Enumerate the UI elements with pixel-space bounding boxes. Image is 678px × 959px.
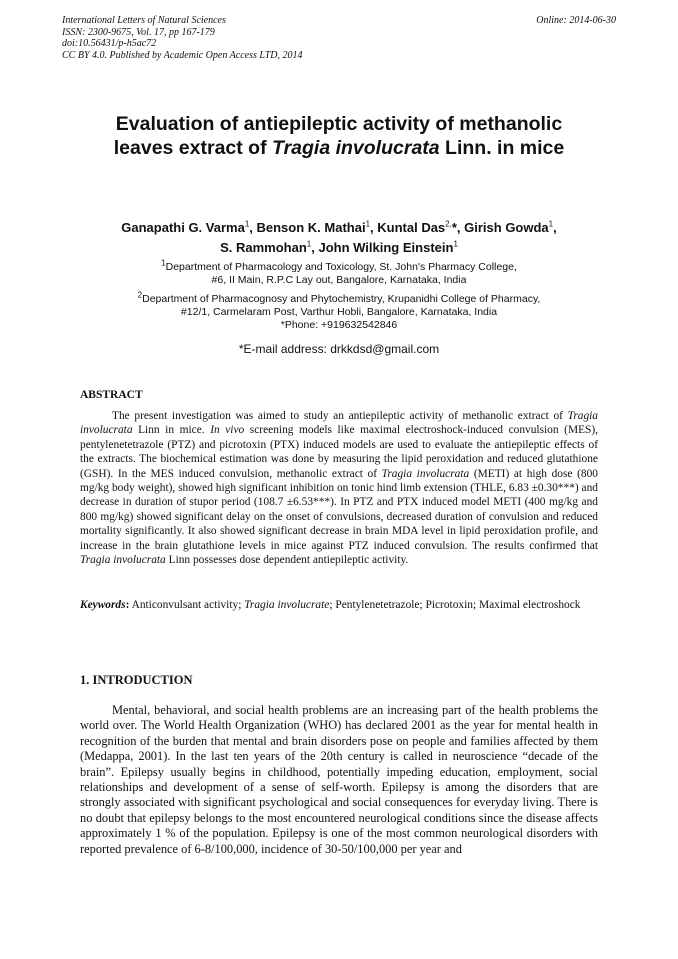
abstract-text: Linn in mice. <box>132 424 211 437</box>
abstract-text: (METI) at high dose (800 mg/kg body weight), showed high significant inhibition on tonic hind limb extension (THLE, 6.83 ±0.30***) and decrease in duration of stupor period (108.7 ±6.53***). In PTZ and PTX induced model METI (400 mg/kg and 800 mg/kg) showed significant delay on the onset of convulsions, decreased duration of convulsion and reduced mortality significantly. It also showed significant decrease in brain MDA level in lipid peroxidation profile, and increase in the brain glutathione levels in mice against PTZ induced convulsion. The results confirmed that <box>80 467 598 552</box>
journal-header <box>62 15 616 61</box>
introduction-heading: 1. INTRODUCTION <box>80 673 193 687</box>
author-name: Girish Gowda <box>464 220 549 235</box>
author-affiliation-mark: 1 <box>548 219 554 229</box>
introduction-body: Mental, behavioral, and social health problems are an increasing part of the health problems the world over. The World Health Organization (WHO) has declared 2001 as the year for mental health in recognition of the burden that mental and brain disorders pose on people and families affected by them (Medappa, 2001). In the last ten years of the 20th century is called in neuroscience “decade of the brain”. Epilepsy usually begins in childhood, potentially impeding education, employment, social relationships and development of a sense of self-worth. Epilepsy is among the disorders that are strongly associated with significant psychological and social consequences for everyday living. There is no doubt that epilepsy belongs to the most encountered neurological conditions since the disease affects approximately 1 % of the population. Epilepsy is one of the most common neurological disorders with reported prevalence of 6-8/100,000, incidence of 30-50/100,000 per year and <box>80 703 598 856</box>
affiliation-line <box>40 258 638 274</box>
author-affiliation-mark: 1 <box>365 219 371 229</box>
affiliation-2 <box>40 290 638 332</box>
keyword-text: ; Pentylenetetrazole; Picrotoxin; Maximal electroshock <box>329 599 581 611</box>
title-line-2 <box>40 136 638 160</box>
corresponding-phone: *Phone: +919632542846 <box>280 319 398 331</box>
author-affiliation-mark: 1 <box>306 239 312 249</box>
author-separator: , <box>553 220 557 235</box>
paper-title <box>40 112 638 160</box>
author-list <box>40 218 638 258</box>
keywords-colon: : <box>125 599 130 611</box>
italic-term: In vivo <box>210 424 245 437</box>
journal-license: CC BY 4.0. Published by Academic Open Access LTD, 2014 <box>62 49 303 61</box>
keywords <box>80 598 598 612</box>
author-separator: , <box>311 240 319 255</box>
author-name: S. Rammohan <box>220 240 307 255</box>
keywords-label: Keywords <box>80 599 126 611</box>
corresponding-email[interactable]: *E-mail address: drkkdsd@gmail.com <box>238 342 440 356</box>
journal-doi: doi:10.56431/p-h5ac72 <box>62 38 157 49</box>
affiliation-address: #12/1, Carmelaram Post, Varthur Hobli, Bangalore, Karnataka, India <box>180 306 498 318</box>
species-name: Tragia involucrata <box>80 554 166 567</box>
keyword-text: Anticonvulsant activity; <box>129 599 245 611</box>
affiliation-address: #6, II Main, R.P.C Lay out, Bangalore, Karnataka, India <box>211 274 467 286</box>
title-line-1: Evaluation of antiepileptic activity of methanolic <box>115 113 563 135</box>
author-affiliation-mark: 1 <box>244 219 250 229</box>
author-line-1 <box>40 218 638 238</box>
affiliation-mark: 1 <box>161 258 166 268</box>
species-name: Tragia involucrata <box>80 410 598 437</box>
author-name: Ganapathi G. Varma <box>121 220 245 235</box>
affiliation-mark: 2 <box>137 290 143 300</box>
online-date: Online: 2014-06-30 <box>536 15 616 26</box>
species-name: Tragia involucrata <box>381 467 470 480</box>
author-separator: , <box>249 220 257 235</box>
author-affiliation-mark: 1 <box>453 239 458 249</box>
author-separator: , <box>370 220 378 235</box>
title-text: leaves extract of <box>113 137 273 159</box>
title-text: Linn. in mice <box>439 137 565 159</box>
author-name: Benson K. Mathai <box>256 220 366 235</box>
affiliation-text: Department of Pharmacognosy and Phytochemistry, Krupanidhi College of Pharmacy, <box>142 293 541 305</box>
journal-issn: ISSN: 2300-9675, Vol. 17, pp 167-179 <box>62 26 215 38</box>
author-name: Kuntal Das <box>377 220 446 235</box>
affiliation-1 <box>40 258 638 287</box>
title-species: Tragia involucrata <box>272 137 440 159</box>
abstract-text: The present investigation was aimed to study an antiepileptic activity of methanolic extract of <box>112 410 568 422</box>
author-name: John Wilking Einstein <box>318 240 454 255</box>
abstract-body <box>80 409 598 567</box>
keyword-species: Tragia involucrate <box>244 599 330 611</box>
journal-name: International Letters of Natural Sciences <box>62 15 226 26</box>
author-separator: *, <box>451 220 465 235</box>
abstract-text: Linn possesses dose dependent antiepileptic activity. <box>165 554 409 567</box>
author-line-2 <box>40 238 638 258</box>
abstract-heading: ABSTRACT <box>80 389 143 401</box>
abstract-text: screening models like maximal electroshock-induced convulsion (MES), pentylenetetrazole (PTZ) and picrotoxin (PTX) induced models are used to evaluate the antiepileptic effects of the extracts. The biochemical estimation was done by measuring the lipid peroxidation and reduced glutathione (GSH). In the MES induced convulsion, methanolic extract of <box>80 424 599 480</box>
affiliation-text: Department of Pharmacology and Toxicology, St. John's Pharmacy College, <box>165 261 517 273</box>
author-affiliation-mark: 2, <box>445 219 452 229</box>
affiliation-line <box>40 290 638 306</box>
